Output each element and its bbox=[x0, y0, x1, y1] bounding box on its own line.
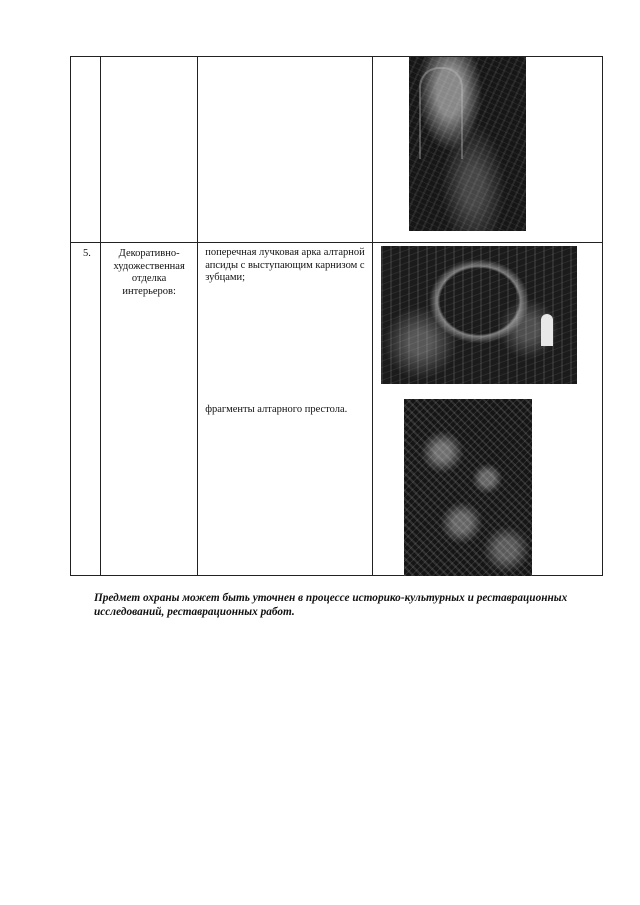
altar-photo bbox=[404, 399, 532, 576]
photo-cell bbox=[372, 243, 602, 576]
description-arch: поперечная лучковая арка алтарной апсиды с выступающим карнизом с зубцами; bbox=[205, 247, 365, 283]
name-cell: Декоративно-художественная отделка интерьеров: bbox=[101, 243, 198, 576]
arch-photo bbox=[381, 246, 577, 384]
table-row bbox=[71, 243, 603, 576]
number-cell: 5. bbox=[71, 243, 101, 576]
number-cell bbox=[71, 57, 101, 243]
description-cell bbox=[198, 243, 372, 576]
photo-cell bbox=[372, 57, 602, 243]
arch-shape bbox=[419, 67, 463, 159]
window-shape bbox=[541, 314, 553, 346]
protection-subject-table bbox=[70, 56, 603, 576]
description-cell bbox=[198, 57, 372, 243]
name-cell bbox=[101, 57, 198, 243]
description-altar: фрагменты алтарного престола. bbox=[205, 404, 348, 415]
table-row bbox=[71, 57, 603, 243]
protection-note: Предмет охраны может быть уточнен в процессе историко-культурных и реставрационных исследований, реставрационных работ. bbox=[94, 592, 568, 618]
interior-photo bbox=[409, 57, 526, 231]
